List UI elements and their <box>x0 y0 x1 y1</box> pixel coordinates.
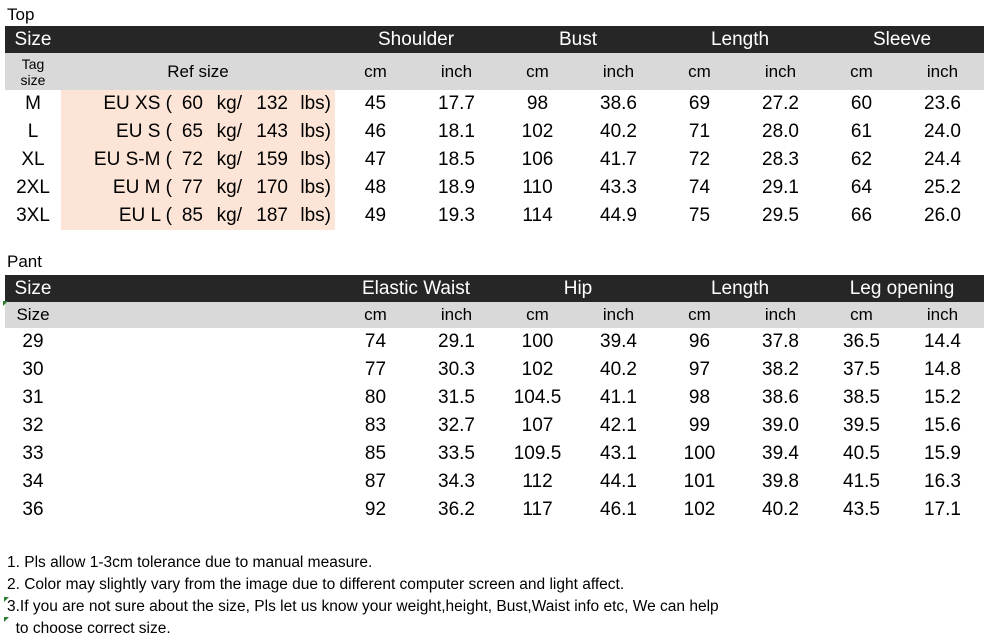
ref-eu-size: EU M ( <box>112 177 172 198</box>
inch-cell: 18.1 <box>438 121 475 142</box>
top-header-row <box>5 26 984 53</box>
cm-cell: 117 <box>522 499 553 520</box>
cm-cell: 102 <box>683 499 716 520</box>
top-unit-inch: inch <box>926 61 959 81</box>
size-cell: L <box>27 121 39 142</box>
inch-cell: 16.3 <box>924 471 961 492</box>
inch-cell: 29.5 <box>762 205 799 226</box>
cm-cell: 112 <box>522 471 553 492</box>
cell-comment-mark <box>3 301 8 306</box>
inch-cell: 32.7 <box>438 415 475 436</box>
size-cell: 30 <box>22 359 44 380</box>
cm-cell: 72 <box>688 149 711 170</box>
inch-cell: 38.6 <box>600 93 637 114</box>
table-row <box>5 202 984 230</box>
inch-cell: 39.0 <box>762 415 799 436</box>
cm-cell: 83 <box>364 415 387 436</box>
ref-lbs-unit: lbs) <box>300 149 331 170</box>
cm-cell: 96 <box>688 331 711 352</box>
table-row <box>5 328 984 356</box>
note-1: 1. Pls allow 1-3cm tolerance due to manual measure. <box>7 554 373 571</box>
table-row <box>5 440 984 468</box>
inch-cell: 33.5 <box>438 443 475 464</box>
cm-cell: 69 <box>688 93 711 114</box>
inch-cell: 26.0 <box>924 205 961 226</box>
inch-cell: 24.0 <box>924 121 961 142</box>
table-row <box>5 90 984 118</box>
top-unit-inch: inch <box>764 61 797 81</box>
pant-unit-cm: cm <box>526 305 549 324</box>
inch-cell: 15.9 <box>924 443 961 464</box>
inch-cell: 37.8 <box>762 331 799 352</box>
tag-size-line2: size <box>20 71 46 88</box>
top-header-bust: Bust <box>558 28 598 50</box>
cm-cell: 92 <box>364 499 387 520</box>
cm-cell: 87 <box>364 471 387 492</box>
ref-kg-value: 60 <box>181 93 203 114</box>
cm-cell: 38.5 <box>843 387 880 408</box>
ref-kg-value: 65 <box>181 121 203 142</box>
inch-cell: 40.2 <box>762 499 799 520</box>
inch-cell: 19.3 <box>438 205 475 226</box>
cm-cell: 71 <box>688 121 711 142</box>
pant-unit-inch: inch <box>440 305 473 324</box>
cm-cell: 104.5 <box>513 387 562 408</box>
table-row <box>5 468 984 496</box>
ref-eu-size: EU L ( <box>118 205 172 226</box>
inch-cell: 27.2 <box>762 93 799 114</box>
size-cell: 32 <box>22 415 44 436</box>
inch-cell: 42.1 <box>600 415 637 436</box>
tag-size-line1: Tag <box>21 55 45 72</box>
pant-subheader-size: Size <box>16 305 50 324</box>
cm-cell: 106 <box>521 149 554 170</box>
size-cell: 34 <box>22 471 44 492</box>
cm-cell: 75 <box>688 205 711 226</box>
inch-cell: 15.6 <box>924 415 961 436</box>
top-unit-cm: cm <box>688 61 711 81</box>
ref-lbs-value: 132 <box>256 93 288 114</box>
size-cell: M <box>25 93 41 114</box>
ref-lbs-unit: lbs) <box>300 121 331 142</box>
ref-lbs-unit: lbs) <box>300 205 331 226</box>
cm-cell: 74 <box>364 331 387 352</box>
cm-cell: 101 <box>683 471 716 492</box>
inch-cell: 38.6 <box>762 387 799 408</box>
inch-cell: 25.2 <box>924 177 961 198</box>
inch-cell: 39.4 <box>762 443 799 464</box>
cm-cell: 99 <box>688 415 711 436</box>
note-3-continued: to choose correct size. <box>7 620 171 637</box>
inch-cell: 36.2 <box>438 499 475 520</box>
top-header-shoulder: Shoulder <box>377 28 455 50</box>
cm-cell: 62 <box>850 149 873 170</box>
cm-cell: 47 <box>364 149 387 170</box>
inch-cell: 44.1 <box>600 471 637 492</box>
ref-kg-unit: kg/ <box>216 93 242 114</box>
cm-cell: 48 <box>364 177 387 198</box>
pant-header-row <box>5 275 984 302</box>
inch-cell: 15.2 <box>924 387 961 408</box>
pant-subheader-row <box>5 302 984 328</box>
cm-cell: 43.5 <box>843 499 880 520</box>
cm-cell: 98 <box>688 387 711 408</box>
pant-unit-inch: inch <box>764 305 797 324</box>
inch-cell: 43.1 <box>600 443 637 464</box>
cm-cell: 109.5 <box>513 443 562 464</box>
cm-cell: 49 <box>364 205 387 226</box>
cm-cell: 97 <box>688 359 711 380</box>
inch-cell: 23.6 <box>924 93 961 114</box>
cm-cell: 102 <box>521 359 554 380</box>
table-row <box>5 412 984 440</box>
inch-cell: 39.4 <box>600 331 637 352</box>
top-header-sleeve: Sleeve <box>872 28 932 50</box>
size-cell: 36 <box>22 499 44 520</box>
inch-cell: 34.3 <box>438 471 475 492</box>
table-row <box>5 384 984 412</box>
inch-cell: 29.1 <box>438 331 475 352</box>
cm-cell: 40.5 <box>843 443 880 464</box>
top-section-title: Top <box>7 5 35 24</box>
inch-cell: 43.3 <box>600 177 637 198</box>
inch-cell: 17.7 <box>438 93 475 114</box>
pant-header-hip: Hip <box>563 277 593 299</box>
note-2: 2. Color may slightly vary from the image due to different computer screen and light affect. <box>7 576 625 593</box>
cm-cell: 100 <box>521 331 554 352</box>
size-cell: 3XL <box>16 205 50 226</box>
pant-unit-cm: cm <box>688 305 711 324</box>
top-unit-inch: inch <box>440 61 473 81</box>
inch-cell: 28.0 <box>762 121 799 142</box>
inch-cell: 46.1 <box>600 499 637 520</box>
inch-cell: 40.2 <box>600 121 637 142</box>
cm-cell: 85 <box>364 443 387 464</box>
inch-cell: 24.4 <box>924 149 961 170</box>
cm-cell: 102 <box>521 121 554 142</box>
ref-eu-size: EU S ( <box>116 121 172 142</box>
cm-cell: 45 <box>364 93 387 114</box>
ref-eu-size: EU S-M ( <box>93 149 172 170</box>
inch-cell: 40.2 <box>600 359 637 380</box>
pant-header-length: Length <box>710 277 770 299</box>
ref-kg-unit: kg/ <box>216 149 242 170</box>
ref-kg-value: 77 <box>181 177 203 198</box>
cm-cell: 98 <box>526 93 549 114</box>
inch-cell: 30.3 <box>438 359 475 380</box>
size-cell: XL <box>21 149 45 170</box>
inch-cell: 14.4 <box>924 331 961 352</box>
cm-cell: 110 <box>522 177 553 198</box>
ref-lbs-value: 143 <box>256 121 288 142</box>
inch-cell: 41.1 <box>600 387 637 408</box>
top-unit-cm: cm <box>850 61 873 81</box>
cm-cell: 60 <box>850 93 873 114</box>
pant-section-title: Pant <box>7 252 42 271</box>
cm-cell: 100 <box>683 443 716 464</box>
top-header-length: Length <box>710 28 770 50</box>
inch-cell: 17.1 <box>924 499 961 520</box>
top-subheader-tag-size <box>5 53 61 90</box>
table-row <box>5 356 984 384</box>
cm-cell: 41.5 <box>843 471 880 492</box>
inch-cell: 39.8 <box>762 471 799 492</box>
ref-kg-unit: kg/ <box>216 177 242 198</box>
pant-unit-cm: cm <box>364 305 387 324</box>
table-row <box>5 496 984 524</box>
top-unit-cm: cm <box>364 61 387 81</box>
top-subheader-ref-size: Ref size <box>167 61 229 81</box>
pant-unit-inch: inch <box>926 305 959 324</box>
inch-cell: 38.2 <box>762 359 799 380</box>
top-subheader-row <box>5 53 984 90</box>
inch-cell: 29.1 <box>762 177 799 198</box>
ref-kg-unit: kg/ <box>216 121 242 142</box>
pant-header-leg-opening: Leg opening <box>849 277 955 299</box>
cm-cell: 80 <box>364 387 387 408</box>
table-row <box>5 146 984 174</box>
inch-cell: 41.7 <box>600 149 637 170</box>
ref-lbs-value: 159 <box>256 149 288 170</box>
inch-cell: 14.8 <box>924 359 961 380</box>
size-cell: 29 <box>22 331 44 352</box>
ref-lbs-unit: lbs) <box>300 93 331 114</box>
top-unit-inch: inch <box>602 61 635 81</box>
top-unit-cm: cm <box>526 61 549 81</box>
inch-cell: 18.9 <box>438 177 475 198</box>
inch-cell: 44.9 <box>600 205 637 226</box>
table-row <box>5 174 984 202</box>
ref-kg-unit: kg/ <box>216 205 242 226</box>
ref-lbs-unit: lbs) <box>300 177 331 198</box>
pant-unit-inch: inch <box>602 305 635 324</box>
size-cell: 2XL <box>16 177 50 198</box>
ref-eu-size: EU XS ( <box>103 93 172 114</box>
inch-cell: 31.5 <box>438 387 475 408</box>
size-cell: 31 <box>22 387 44 408</box>
cm-cell: 46 <box>364 121 387 142</box>
cm-cell: 39.5 <box>843 415 880 436</box>
cm-cell: 107 <box>521 415 554 436</box>
cm-cell: 36.5 <box>843 331 880 352</box>
size-cell: 33 <box>22 443 44 464</box>
cm-cell: 37.5 <box>843 359 880 380</box>
cm-cell: 74 <box>688 177 711 198</box>
cell-comment-mark <box>4 617 9 622</box>
inch-cell: 28.3 <box>762 149 799 170</box>
top-header-size: Size <box>14 28 52 50</box>
cm-cell: 64 <box>850 177 873 198</box>
pant-unit-cm: cm <box>850 305 873 324</box>
cm-cell: 77 <box>364 359 387 380</box>
cm-cell: 61 <box>850 121 873 142</box>
cell-comment-mark <box>4 597 9 602</box>
ref-kg-value: 85 <box>181 205 203 226</box>
inch-cell: 18.5 <box>438 149 475 170</box>
ref-kg-value: 72 <box>181 149 203 170</box>
cm-cell: 66 <box>850 205 873 226</box>
ref-lbs-value: 187 <box>256 205 288 226</box>
pant-header-size: Size <box>14 277 52 299</box>
cm-cell: 114 <box>522 205 553 226</box>
pant-header-elastic-waist: Elastic Waist <box>361 277 471 299</box>
note-3: 3.If you are not sure about the size, Pls let us know your weight,height, Bust,Waist info etc, We can help <box>7 598 719 615</box>
table-row <box>5 118 984 146</box>
ref-lbs-value: 170 <box>256 177 288 198</box>
